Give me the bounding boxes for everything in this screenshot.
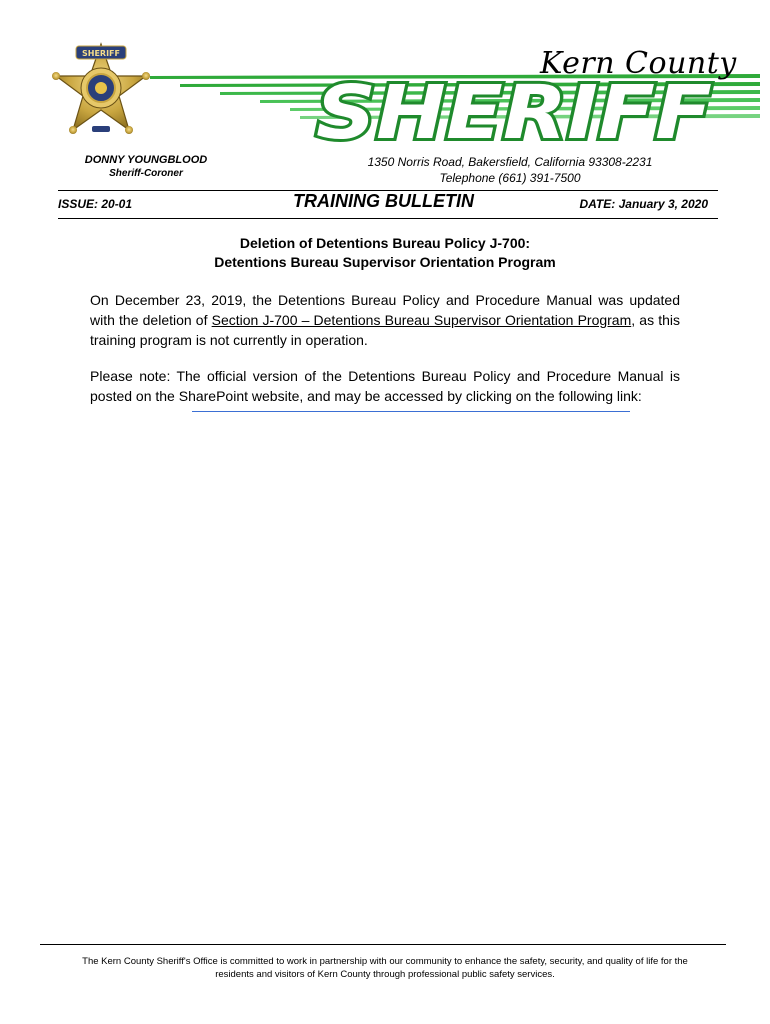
sheriff-wordmark	[312, 76, 717, 146]
paragraph-official-version-note: Please note: The official version of the Detentions Bureau Policy and Procedure Manual is posted on the SharePoint website, and may be accessed by clicking on the following link:	[90, 368, 680, 404]
paragraph-text: , as this training program is not currently in operation.	[90, 312, 680, 348]
issue-number: ISSUE: 20-01	[58, 197, 133, 211]
bulletin-title: TRAINING BULLETIN	[293, 191, 474, 211]
footer-mission-statement	[56, 955, 714, 981]
bulletin-date: DATE: January 3, 2020	[579, 197, 708, 211]
letterhead	[0, 0, 770, 150]
officer-block	[66, 154, 226, 179]
sharepoint-link[interactable]	[192, 411, 630, 412]
county-name: Kern County	[540, 46, 737, 81]
policy-section-reference: Section J-700 – Detentions Bureau Supervisor Orientation Program	[211, 312, 632, 328]
paragraph-text: On December 23, 2019, the Detentions Bureau Policy and Procedure Manual was updated with the deletion of	[90, 292, 680, 328]
heading-line-1: Deletion of Detentions Bureau Policy J-700:	[239, 235, 531, 251]
document-heading	[80, 234, 690, 272]
star-badge-icon	[50, 40, 152, 145]
heading-line-2: Detentions Bureau Supervisor Orientation Program	[214, 254, 556, 270]
badge-ribbon-text: SHERIFF	[82, 49, 120, 58]
address-block	[300, 154, 720, 186]
officer-title: Sheriff-Coroner	[109, 168, 183, 179]
address-line: 1350 Norris Road, Bakersfield, California 93308-2231	[367, 155, 653, 169]
officer-name: DONNY YOUNGBLOOD	[84, 154, 208, 166]
footer-line-2: residents and visitors of Kern County through professional public safety services.	[215, 969, 555, 980]
footer-rule	[40, 944, 726, 945]
footer-line-1: The Kern County Sheriff's Office is committed to work in partnership with our community to enhance the safety, security, and quality of life for the	[82, 956, 688, 967]
header-rule-bottom	[58, 218, 718, 219]
sheriff-wordmark-text: SHERIFF	[316, 76, 712, 146]
paragraph-deletion-notice	[90, 290, 680, 350]
telephone-line: Telephone (661) 391-7500	[439, 171, 581, 185]
